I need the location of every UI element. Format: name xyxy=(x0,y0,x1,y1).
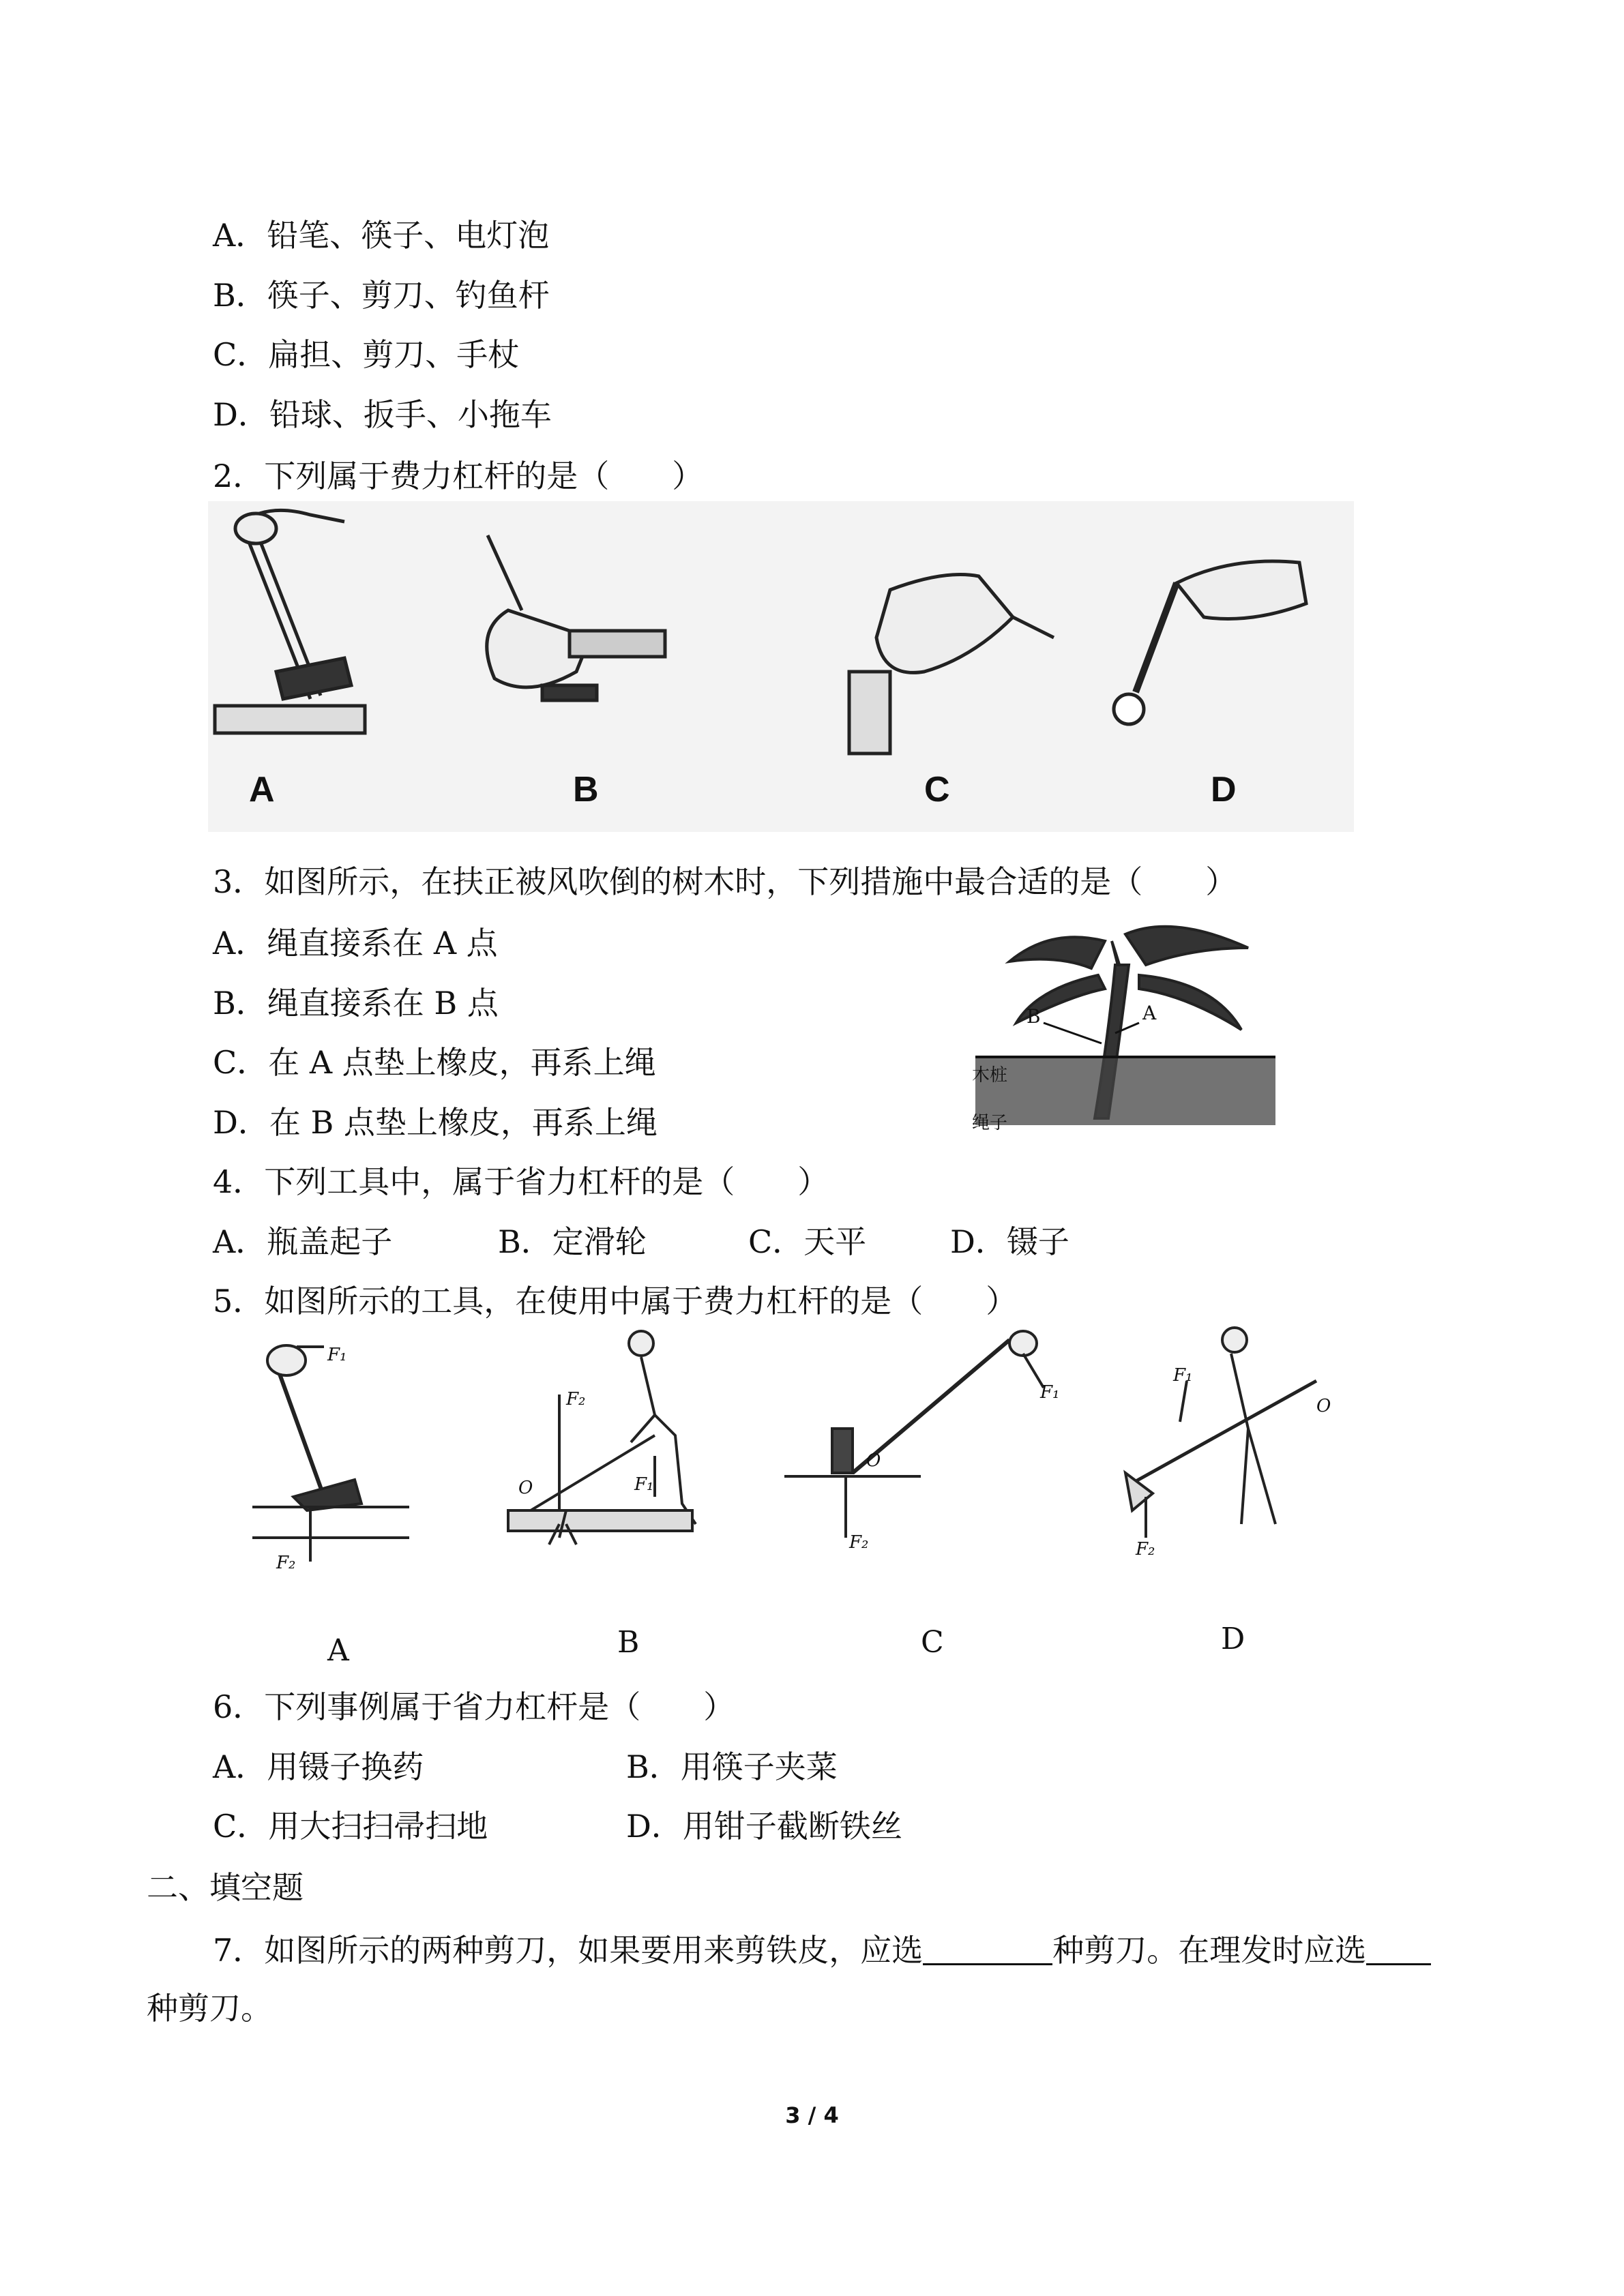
q5-b-o: O xyxy=(518,1478,533,1498)
q6-option-b: B．用筷子夹菜 xyxy=(626,1748,838,1785)
q5-shovel-image xyxy=(1125,1328,1316,1538)
q4-option-a: A．瓶盖起子 xyxy=(213,1223,393,1260)
q7-line1 xyxy=(213,1932,1431,1969)
q2-stem: 2．下列属于费力杠杆的是（ ） xyxy=(213,458,704,494)
q5-stem: 5．如图所示的工具，在使用中属于费力杠杆的是（ ） xyxy=(213,1283,1018,1320)
q7-part2: 种剪刀。在理发时应选 xyxy=(1052,1932,1367,1969)
q5-label-d: D xyxy=(1221,1622,1245,1656)
q7-blank-1[interactable] xyxy=(923,1933,1052,1965)
q5-d-f2: F₂ xyxy=(1136,1539,1155,1560)
q2-label-b: B xyxy=(573,770,599,809)
q6-stem: 6．下列事例属于省力杠杆是（ ） xyxy=(213,1688,735,1725)
q3-option-d: D．在 B 点垫上橡皮，再系上绳 xyxy=(213,1104,658,1141)
q7-part1: 7．如图所示的两种剪刀，如果要用来剪铁皮，应选 xyxy=(213,1932,924,1969)
q7-line2: 种剪刀。 xyxy=(147,1990,272,2027)
q1-option-a: A．铅笔、筷子、电灯泡 xyxy=(213,217,550,254)
q1-option-c: C．扁担、剪刀、手杖 xyxy=(213,336,520,373)
q2-figure xyxy=(208,501,1354,832)
q5-d-f1: F₁ xyxy=(1173,1365,1193,1386)
q5-label-b: B xyxy=(617,1625,640,1660)
q3-tree-figure xyxy=(969,914,1282,1132)
q3-option-b: B．绳直接系在 B 点 xyxy=(213,985,499,1022)
q6-option-d: D．用钳子截断铁丝 xyxy=(626,1808,902,1845)
q3-option-a: A．绳直接系在 A 点 xyxy=(213,925,498,961)
q5-d-o: O xyxy=(1316,1396,1331,1416)
q5-figure xyxy=(239,1326,1385,1667)
q5-crowbar-image xyxy=(784,1331,1044,1538)
q5-c-o: O xyxy=(866,1450,881,1471)
q1-option-b: B．筷子、剪刀、钓鱼杆 xyxy=(213,277,550,314)
q3-option-c: C．在 A 点垫上橡皮，再系上绳 xyxy=(213,1044,656,1081)
q4-option-b: B．定滑轮 xyxy=(498,1223,647,1260)
page-number: 3 / 4 xyxy=(785,2102,839,2128)
q5-b-f2: F₂ xyxy=(566,1389,586,1410)
q2-label-a: A xyxy=(249,770,275,809)
q3-label-a: A xyxy=(1142,1002,1157,1024)
q6-option-c: C．用大扫扫帚扫地 xyxy=(213,1808,488,1845)
q6-option-a: A．用镊子换药 xyxy=(213,1748,424,1785)
q2-label-d: D xyxy=(1211,770,1237,809)
q3-label-stake: 木桩 xyxy=(972,1065,1008,1086)
q5-c-f1: F₁ xyxy=(1040,1382,1060,1403)
q4-stem: 4．下列工具中，属于省力杠杆的是（ ） xyxy=(213,1163,829,1200)
q2-label-c: C xyxy=(924,770,950,809)
q3-label-b: B xyxy=(1027,1005,1041,1028)
q4-option-c: C．天平 xyxy=(748,1223,867,1260)
q5-a-f2: F₂ xyxy=(276,1553,296,1573)
q1-option-d: D．铅球、扳手、小拖车 xyxy=(213,396,552,433)
q5-c-f2: F₂ xyxy=(849,1532,869,1553)
q4-option-d: D．镊子 xyxy=(950,1223,1069,1260)
section-title: 二、填空题 xyxy=(147,1869,304,1906)
q7-blank-2[interactable] xyxy=(1366,1933,1431,1965)
q3-stem: 3．如图所示，在扶正被风吹倒的树木时，下列措施中最合适的是（ ） xyxy=(213,863,1237,900)
q5-b-f1: F₁ xyxy=(634,1474,654,1495)
q5-label-a: A xyxy=(327,1633,349,1667)
q5-plank-image xyxy=(508,1331,696,1545)
q3-label-rope: 绳子 xyxy=(972,1113,1008,1132)
q5-a-f1: F₁ xyxy=(327,1345,347,1365)
q5-label-c: C xyxy=(921,1625,944,1660)
q5-hammer-image xyxy=(252,1345,409,1562)
